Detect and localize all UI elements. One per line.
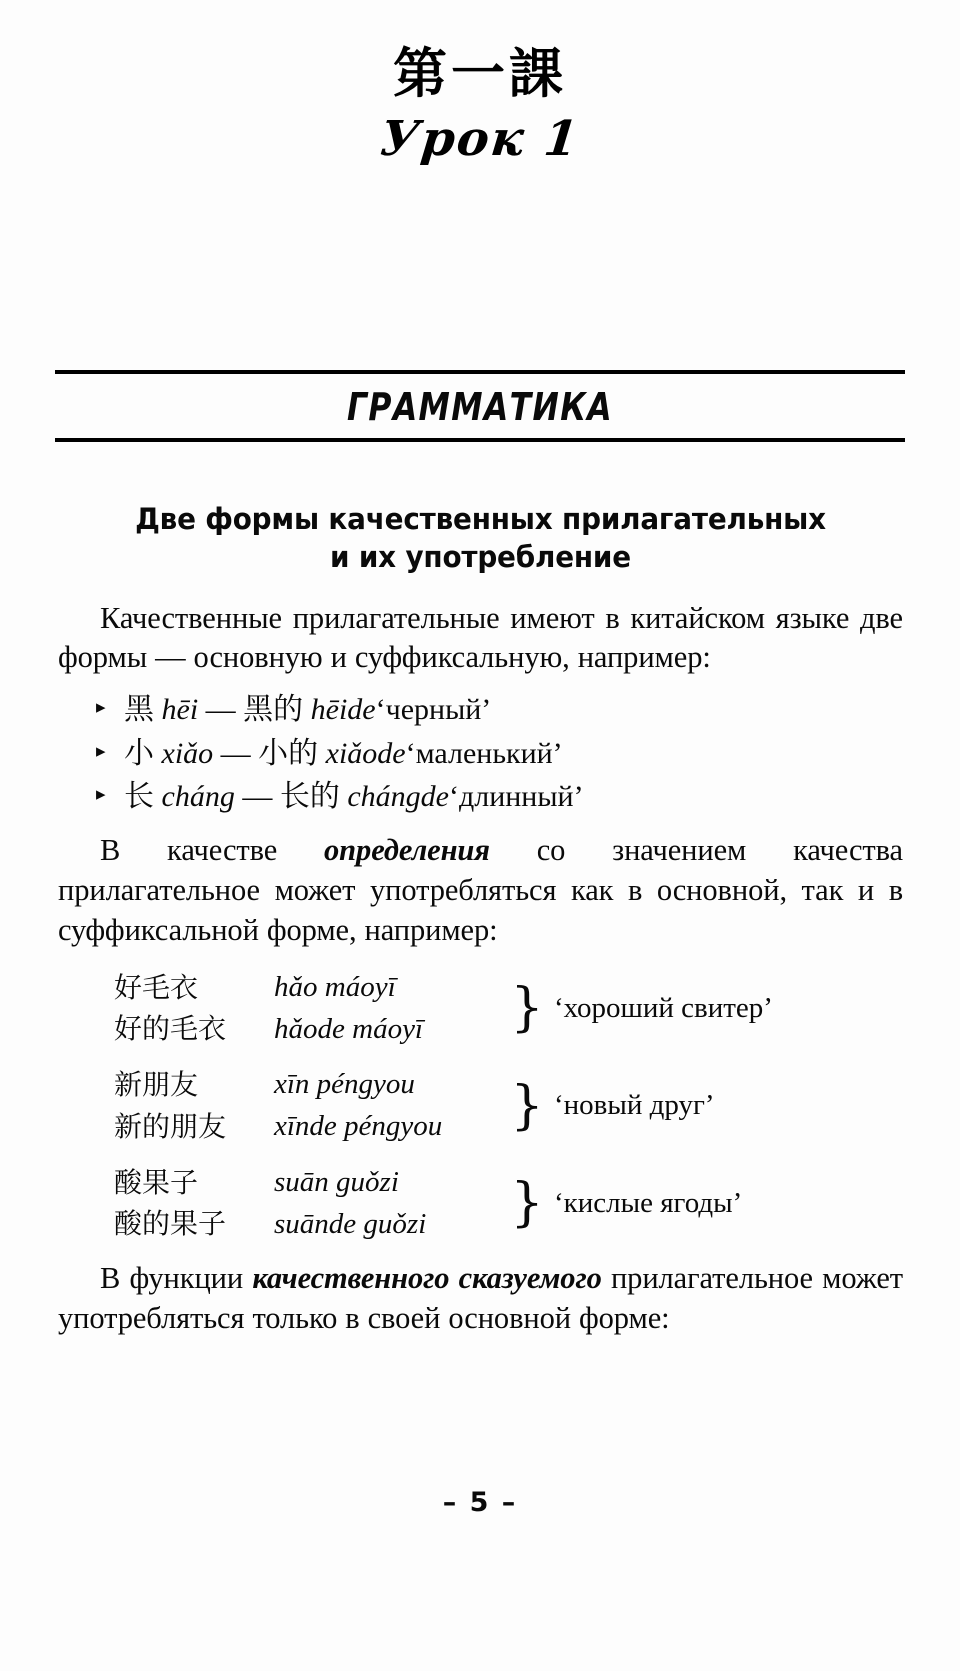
cell-pinyin-base: xīn péngyou: [274, 1068, 415, 1101]
table-group-spacer: [114, 1050, 773, 1064]
grammar-content: [58, 500, 903, 1343]
adjective-forms-table: [114, 967, 773, 1246]
cell-gloss: ‘хороший свитер’: [554, 991, 773, 1024]
bullet-triangle-icon: ▸: [96, 697, 106, 719]
example-suffixed-pinyin: chángde: [347, 780, 449, 814]
example-suffixed-han: 黑的: [243, 692, 304, 728]
cell-pinyin-base: hǎo máoyī: [274, 970, 396, 1003]
cell-han-suffixed: 酸的果子: [114, 1207, 227, 1241]
table-row: [114, 1162, 773, 1204]
example-gloss: ‘длинный’: [448, 780, 584, 814]
example-list: [58, 688, 903, 819]
list-item: [96, 775, 903, 819]
example-dash: —: [242, 780, 273, 814]
bullet-triangle-icon: ▸: [96, 740, 106, 762]
page-number: – 5 –: [442, 1487, 518, 1518]
list-item: [96, 688, 903, 732]
lesson-title-chinese: 第一課: [393, 41, 567, 105]
paragraph-3-text-after: прилагательное может употребляться только в своей основной форме:: [58, 1261, 903, 1336]
lesson-title-block: [0, 41, 960, 168]
cell-han-suffixed: 好的毛衣: [114, 1012, 227, 1046]
lesson-title-russian: Урок 1: [377, 111, 583, 168]
cell-pinyin-suffixed: suānde guǒzi: [274, 1207, 427, 1240]
grammar-paragraph-2: [58, 831, 903, 951]
example-suffixed-pinyin: hēide: [310, 693, 376, 727]
table-row: [114, 967, 773, 1009]
cell-pinyin-suffixed: xīnde péngyou: [274, 1110, 443, 1143]
cell-han-base: 新朋友: [114, 1068, 199, 1102]
table-row: [114, 1064, 773, 1106]
brace-glyph: }: [510, 1173, 544, 1234]
section-title: ГРАММАТИКА: [346, 385, 614, 429]
banner-rule-bottom: [55, 438, 905, 442]
paragraph-2-text-before: В качестве: [100, 832, 325, 867]
example-gloss: ‘черный’: [375, 693, 492, 727]
example-base-han: 小: [124, 735, 154, 771]
grammar-subheading: [75, 500, 886, 577]
grammar-subheading-line-1: Две формы качественных прилагательных: [135, 502, 826, 536]
paragraph-3-emphasis: качественного сказуемого: [252, 1261, 602, 1296]
paragraph-2-emphasis: определения: [324, 832, 490, 867]
example-base-pinyin: xiǎo: [161, 736, 214, 770]
table-group-spacer: [114, 1148, 773, 1162]
cell-han-base: 好毛衣: [114, 970, 199, 1004]
cell-pinyin-base: suān guǒzi: [274, 1165, 399, 1198]
section-banner: [55, 370, 905, 442]
grammar-paragraph-1: Качественные прилагательные имеют в китайском языке две формы — основную и суффиксальную, например:: [58, 600, 903, 675]
cell-han-suffixed: 新的朋友: [114, 1109, 227, 1143]
cell-pinyin-suffixed: hǎode máoyī: [274, 1012, 423, 1045]
cell-gloss: ‘кислые ягоды’: [554, 1186, 743, 1219]
brace-glyph: }: [510, 1075, 544, 1136]
cell-gloss: ‘новый друг’: [554, 1089, 715, 1122]
example-suffixed-pinyin: xiǎode: [325, 736, 406, 770]
paragraph-3-text-before: В функции: [100, 1261, 253, 1296]
example-dash: —: [205, 693, 236, 727]
example-base-han: 长: [124, 779, 154, 815]
example-suffixed-han: 小的: [258, 735, 319, 771]
example-suffixed-han: 长的: [279, 779, 340, 815]
grammar-subheading-line-2: и их употребление: [330, 540, 631, 575]
grammar-paragraph-3: [58, 1259, 903, 1339]
brace-glyph: }: [510, 978, 544, 1039]
example-gloss: ‘маленький’: [405, 736, 563, 770]
cell-han-base: 酸果子: [114, 1165, 199, 1199]
example-base-pinyin: hēi: [161, 693, 199, 727]
example-dash: —: [220, 736, 251, 770]
paragraph-2-text-after: со значением качества прилагательное может употребляться как в основной, так и в суффиксальной форме, например:: [58, 832, 903, 947]
example-base-han: 黑: [124, 692, 154, 728]
bullet-triangle-icon: ▸: [96, 784, 106, 806]
example-base-pinyin: cháng: [161, 780, 235, 814]
list-item: [96, 732, 903, 776]
